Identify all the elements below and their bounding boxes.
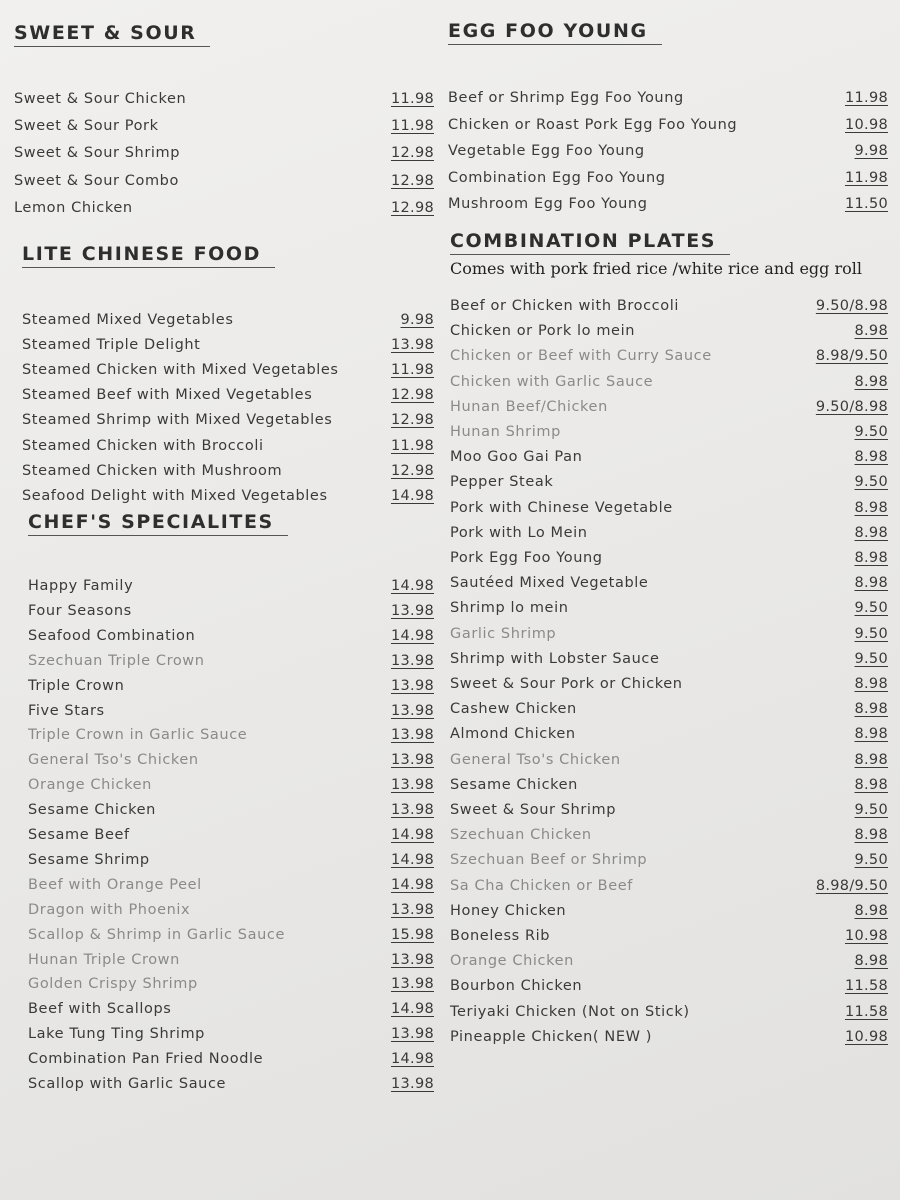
menu-item-name: Scallop & Shrimp in Garlic Sauce [28,926,285,943]
menu-item-name: Seafood Delight with Mixed Vegetables [22,487,328,504]
menu-item [28,578,434,598]
menu-item-price: 12.98 [390,387,434,404]
menu-item [450,1004,888,1024]
menu-item-price: 14.98 [390,876,434,893]
menu-item [28,802,434,822]
menu-item [450,424,888,444]
menu-item-name: Boneless Rib [450,928,551,944]
menu-item-name: Four Seasons [28,602,132,619]
section-egg-foo-young [448,20,888,213]
menu-item [450,1029,888,1049]
menu-item-price: 9.50 [854,625,888,642]
menu-item-price: 8.98 [854,726,888,743]
menu-item-name: Lake Tung Ting Shrimp [28,1026,205,1043]
menu-item-name: Golden Crispy Shrimp [28,976,198,993]
menu-item [448,90,888,110]
menu-item-price: 8.98 [854,827,888,844]
menu-item-name: Lemon Chicken [14,199,133,216]
menu-item-price: 9.50 [854,474,888,491]
menu-item [448,117,888,137]
section-sweet-sour [14,22,434,216]
menu-item-price: 11.98 [844,169,888,186]
menu-item-price: 9.98 [854,143,888,160]
menu-item-name: Steamed Triple Delight [22,337,201,354]
menu-item [28,678,434,698]
menu-item-price: 14.98 [390,1001,434,1018]
menu-item-name: Steamed Chicken with Mixed Vegetables [22,362,339,379]
menu-item-price: 8.98 [854,524,888,541]
menu-item [28,752,434,772]
menu-item-name: Pork with Lo Mein [450,524,588,541]
menu-item [28,628,434,648]
menu-item [22,362,434,382]
menu-item [22,463,434,483]
menu-item [14,91,434,111]
menu-item-name: Chicken with Garlic Sauce [450,373,654,390]
menu-item-price: 13.98 [390,752,434,769]
menu-item-name: Shrimp with Lobster Sauce [450,650,660,667]
menu-item-price: 12.98 [390,412,434,429]
section-combination-plates [450,230,888,1045]
menu-item-name: Pepper Steak [450,474,554,491]
menu-item [14,200,434,220]
menu-item-price: 9.50/8.98 [815,298,888,314]
menu-item-price: 8.98 [854,776,888,793]
section-title: EGG FOO YOUNG [448,20,662,45]
menu-item-price: 9.50 [854,852,888,869]
section-chefs-specialites [28,511,434,1092]
menu-item [450,298,888,318]
menu-item-price: 8.98 [854,499,888,516]
menu-item-price: 10.98 [844,1028,888,1045]
menu-item-name: Pork with Chinese Vegetable [450,499,673,516]
section-title: COMBINATION PLATES [450,230,730,255]
menu-item-name: Cashew Chicken [450,701,577,718]
section-subtitle: Comes with pork fried rice /white rice and egg roll [450,259,863,278]
menu-item [450,525,888,545]
menu-item-price: 13.98 [390,652,434,669]
menu-item-price: 15.98 [390,926,434,943]
menu-item-price: 14.98 [390,487,434,504]
menu-item-price: 14.98 [390,578,434,594]
menu-item-name: Five Stars [28,702,105,719]
menu-item [450,374,888,394]
menu-item-price: 8.98 [854,701,888,718]
section-title: SWEET & SOUR [14,22,210,47]
menu-item-name: Steamed Chicken with Mushroom [22,462,283,479]
section-lite-chinese-food [22,243,434,504]
menu-item-name: Szechuan Beef or Shrimp [450,852,648,869]
menu-item-name: Sweet & Sour Combo [14,172,179,189]
menu-item [450,323,888,343]
section-title: LITE CHINESE FOOD [22,243,275,268]
menu-item-price: 8.98 [854,449,888,466]
menu-item [14,173,434,193]
menu-item [22,312,434,332]
menu-item [28,653,434,673]
menu-item-name: Sweet & Sour Pork [14,118,159,135]
menu-item-name: Sesame Shrimp [28,851,150,868]
menu-item-price: 9.50 [854,650,888,667]
menu-item [448,170,888,190]
menu-item [28,927,434,947]
menu-item-name: General Tso's Chicken [450,751,621,768]
item-list [450,278,888,1045]
menu-item [28,952,434,972]
item-list [448,45,888,213]
menu-item-price: 11.98 [390,91,434,107]
menu-item-price: 8.98 [854,751,888,768]
item-list [14,47,434,216]
menu-item-name: Sesame Chicken [450,776,578,793]
menu-item-name: Mushroom Egg Foo Young [448,196,648,213]
menu-item [450,626,888,646]
menu-item [450,474,888,494]
menu-item-price: 8.98 [854,902,888,919]
menu-item-name: Orange Chicken [28,777,152,794]
menu-item-price: 11.98 [844,90,888,106]
menu-item-name: Sweet & Sour Shrimp [450,802,617,818]
menu-item-name: Beef or Chicken with Broccoli [450,298,679,314]
menu-item [28,777,434,797]
menu-item-name: Garlic Shrimp [450,625,557,642]
menu-item-name: Sweet & Sour Pork or Chicken [450,676,683,692]
menu-item-name: Triple Crown in Garlic Sauce [28,727,248,744]
menu-item-name: Hunan Triple Crown [28,951,180,968]
menu-item-price: 10.98 [844,928,888,944]
menu-item-name: Pineapple Chicken( NEW ) [450,1028,653,1045]
menu-item-price: 14.98 [390,627,434,644]
menu-item-price: 13.98 [390,901,434,918]
menu-item-price: 10.98 [844,116,888,133]
menu-item-price: 13.98 [390,1076,434,1092]
menu-item-price: 9.50 [854,424,888,440]
menu-item-price: 8.98 [854,676,888,692]
menu-item [14,145,434,165]
menu-item-name: Sesame Beef [28,827,130,843]
menu-item-price: 12.98 [390,199,434,216]
menu-item [28,902,434,922]
menu-item [450,878,888,898]
menu-item-name: Beef with Orange Peel [28,876,202,893]
menu-item [28,727,434,747]
menu-item-price: 11.50 [844,196,888,213]
menu-item [28,603,434,623]
menu-item-name: Szechuan Triple Crown [28,652,205,669]
menu-item [450,928,888,948]
menu-item [28,852,434,872]
menu-item-name: Teriyaki Chicken (Not on Stick) [450,1003,690,1020]
menu-item-name: Steamed Beef with Mixed Vegetables [22,387,313,404]
menu-item [14,118,434,138]
menu-item-price: 13.98 [390,602,434,619]
menu-item [22,387,434,407]
menu-item-name: Combination Egg Foo Young [448,169,666,186]
menu-item-name: Steamed Mixed Vegetables [22,312,234,328]
menu-item-price: 14.98 [390,851,434,868]
menu-item [22,412,434,432]
menu-item-price: 13.98 [390,337,434,354]
menu-item-price: 12.98 [390,145,434,162]
menu-item [448,143,888,163]
menu-item [450,575,888,595]
menu-item-name: Orange Chicken [450,953,574,970]
menu-item-name: Chicken or Roast Pork Egg Foo Young [448,116,738,133]
menu-item-price: 11.98 [390,362,434,379]
menu-item-price: 9.98 [400,312,434,328]
menu-item [450,827,888,847]
menu-item [28,1026,434,1046]
menu-item [450,953,888,973]
menu-item-price: 8.98 [854,550,888,566]
menu-item-name: Steamed Chicken with Broccoli [22,437,264,454]
menu-item-name: Vegetable Egg Foo Young [448,143,645,160]
menu-item [28,877,434,897]
menu-item [450,752,888,772]
menu-item-name: Moo Goo Gai Pan [450,449,583,466]
menu-item-price: 9.50 [854,802,888,818]
menu-item [28,827,434,847]
menu-item [28,703,434,723]
menu-item [22,337,434,357]
menu-item [450,777,888,797]
menu-item [450,802,888,822]
menu-item-name: Beef or Shrimp Egg Foo Young [448,90,684,106]
menu-item [450,550,888,570]
menu-item [22,438,434,458]
menu-item [450,701,888,721]
menu-item-price: 11.58 [844,978,888,995]
menu-item-name: Honey Chicken [450,902,567,919]
menu-item-name: Sautéed Mixed Vegetable [450,575,649,592]
menu-item-name: Sweet & Sour Shrimp [14,145,181,162]
menu-item-price: 14.98 [390,827,434,843]
menu-item-name: Happy Family [28,578,134,594]
menu-item-price: 13.98 [390,1026,434,1043]
menu-item-price: 13.98 [390,951,434,968]
menu-item-price: 9.50 [854,600,888,617]
menu-item-price: 13.98 [390,976,434,993]
menu-item-price: 11.98 [390,118,434,135]
menu-item-price: 8.98 [854,323,888,340]
menu-item [450,348,888,368]
menu-item-price: 14.98 [390,1051,434,1068]
menu-item-name: Shrimp lo mein [450,600,569,617]
menu-item-name: Szechuan Chicken [450,827,592,844]
menu-item-price: 11.98 [390,437,434,454]
menu-item [450,852,888,872]
menu-item-name: Pork Egg Foo Young [450,550,603,566]
menu-item [450,903,888,923]
menu-item-name: Scallop with Garlic Sauce [28,1076,227,1092]
menu-item [28,1076,434,1096]
menu-item-name: Chicken or Beef with Curry Sauce [450,348,712,365]
menu-item [28,1051,434,1071]
menu-item-price: 13.98 [390,677,434,694]
menu-item-price: 12.98 [390,462,434,479]
menu-item-price: 13.98 [390,777,434,794]
menu-item [450,726,888,746]
menu-item-price: 9.50/8.98 [815,398,888,415]
menu-item [450,651,888,671]
menu-item-name: Sa Cha Chicken or Beef [450,877,633,894]
menu-item-price: 12.98 [390,172,434,189]
menu-item-name: Hunan Beef/Chicken [450,398,608,415]
menu-item-name: Almond Chicken [450,726,576,743]
menu-item-name: Beef with Scallops [28,1001,172,1018]
menu-item [22,488,434,508]
menu-item [450,600,888,620]
menu-item [28,1001,434,1021]
menu-item-price: 13.98 [390,727,434,744]
menu-item [450,399,888,419]
menu-item-name: Triple Crown [28,677,125,694]
menu-item-name: Dragon with Phoenix [28,901,191,918]
section-title: CHEF'S SPECIALITES [28,511,288,536]
menu-item [28,976,434,996]
menu-item-name: Seafood Combination [28,627,196,644]
menu-item-price: 8.98/9.50 [815,348,888,365]
menu-item-price: 8.98 [854,373,888,390]
item-list [22,268,434,504]
menu-item-price: 8.98 [854,575,888,592]
menu-item-name: Bourbon Chicken [450,978,583,995]
menu-item-price: 13.98 [390,702,434,719]
menu-item-price: 8.98 [854,953,888,970]
menu-item-price: 13.98 [390,802,434,819]
menu-item [450,449,888,469]
menu-item [450,978,888,998]
menu-item-name: Hunan Shrimp [450,424,561,440]
menu-item [450,676,888,696]
item-list [28,536,434,1092]
menu-item-name: Steamed Shrimp with Mixed Vegetables [22,412,333,429]
menu-item-name: Sesame Chicken [28,802,156,819]
menu-item-price: 8.98/9.50 [815,877,888,894]
menu-item-name: Sweet & Sour Chicken [14,91,187,107]
menu-item-price: 11.58 [844,1003,888,1020]
menu-item-name: Chicken or Pork lo mein [450,323,635,340]
menu-item [450,500,888,520]
menu-item-name: Combination Pan Fried Noodle [28,1051,264,1068]
menu-item-name: General Tso's Chicken [28,752,199,769]
menu-item [448,196,888,216]
